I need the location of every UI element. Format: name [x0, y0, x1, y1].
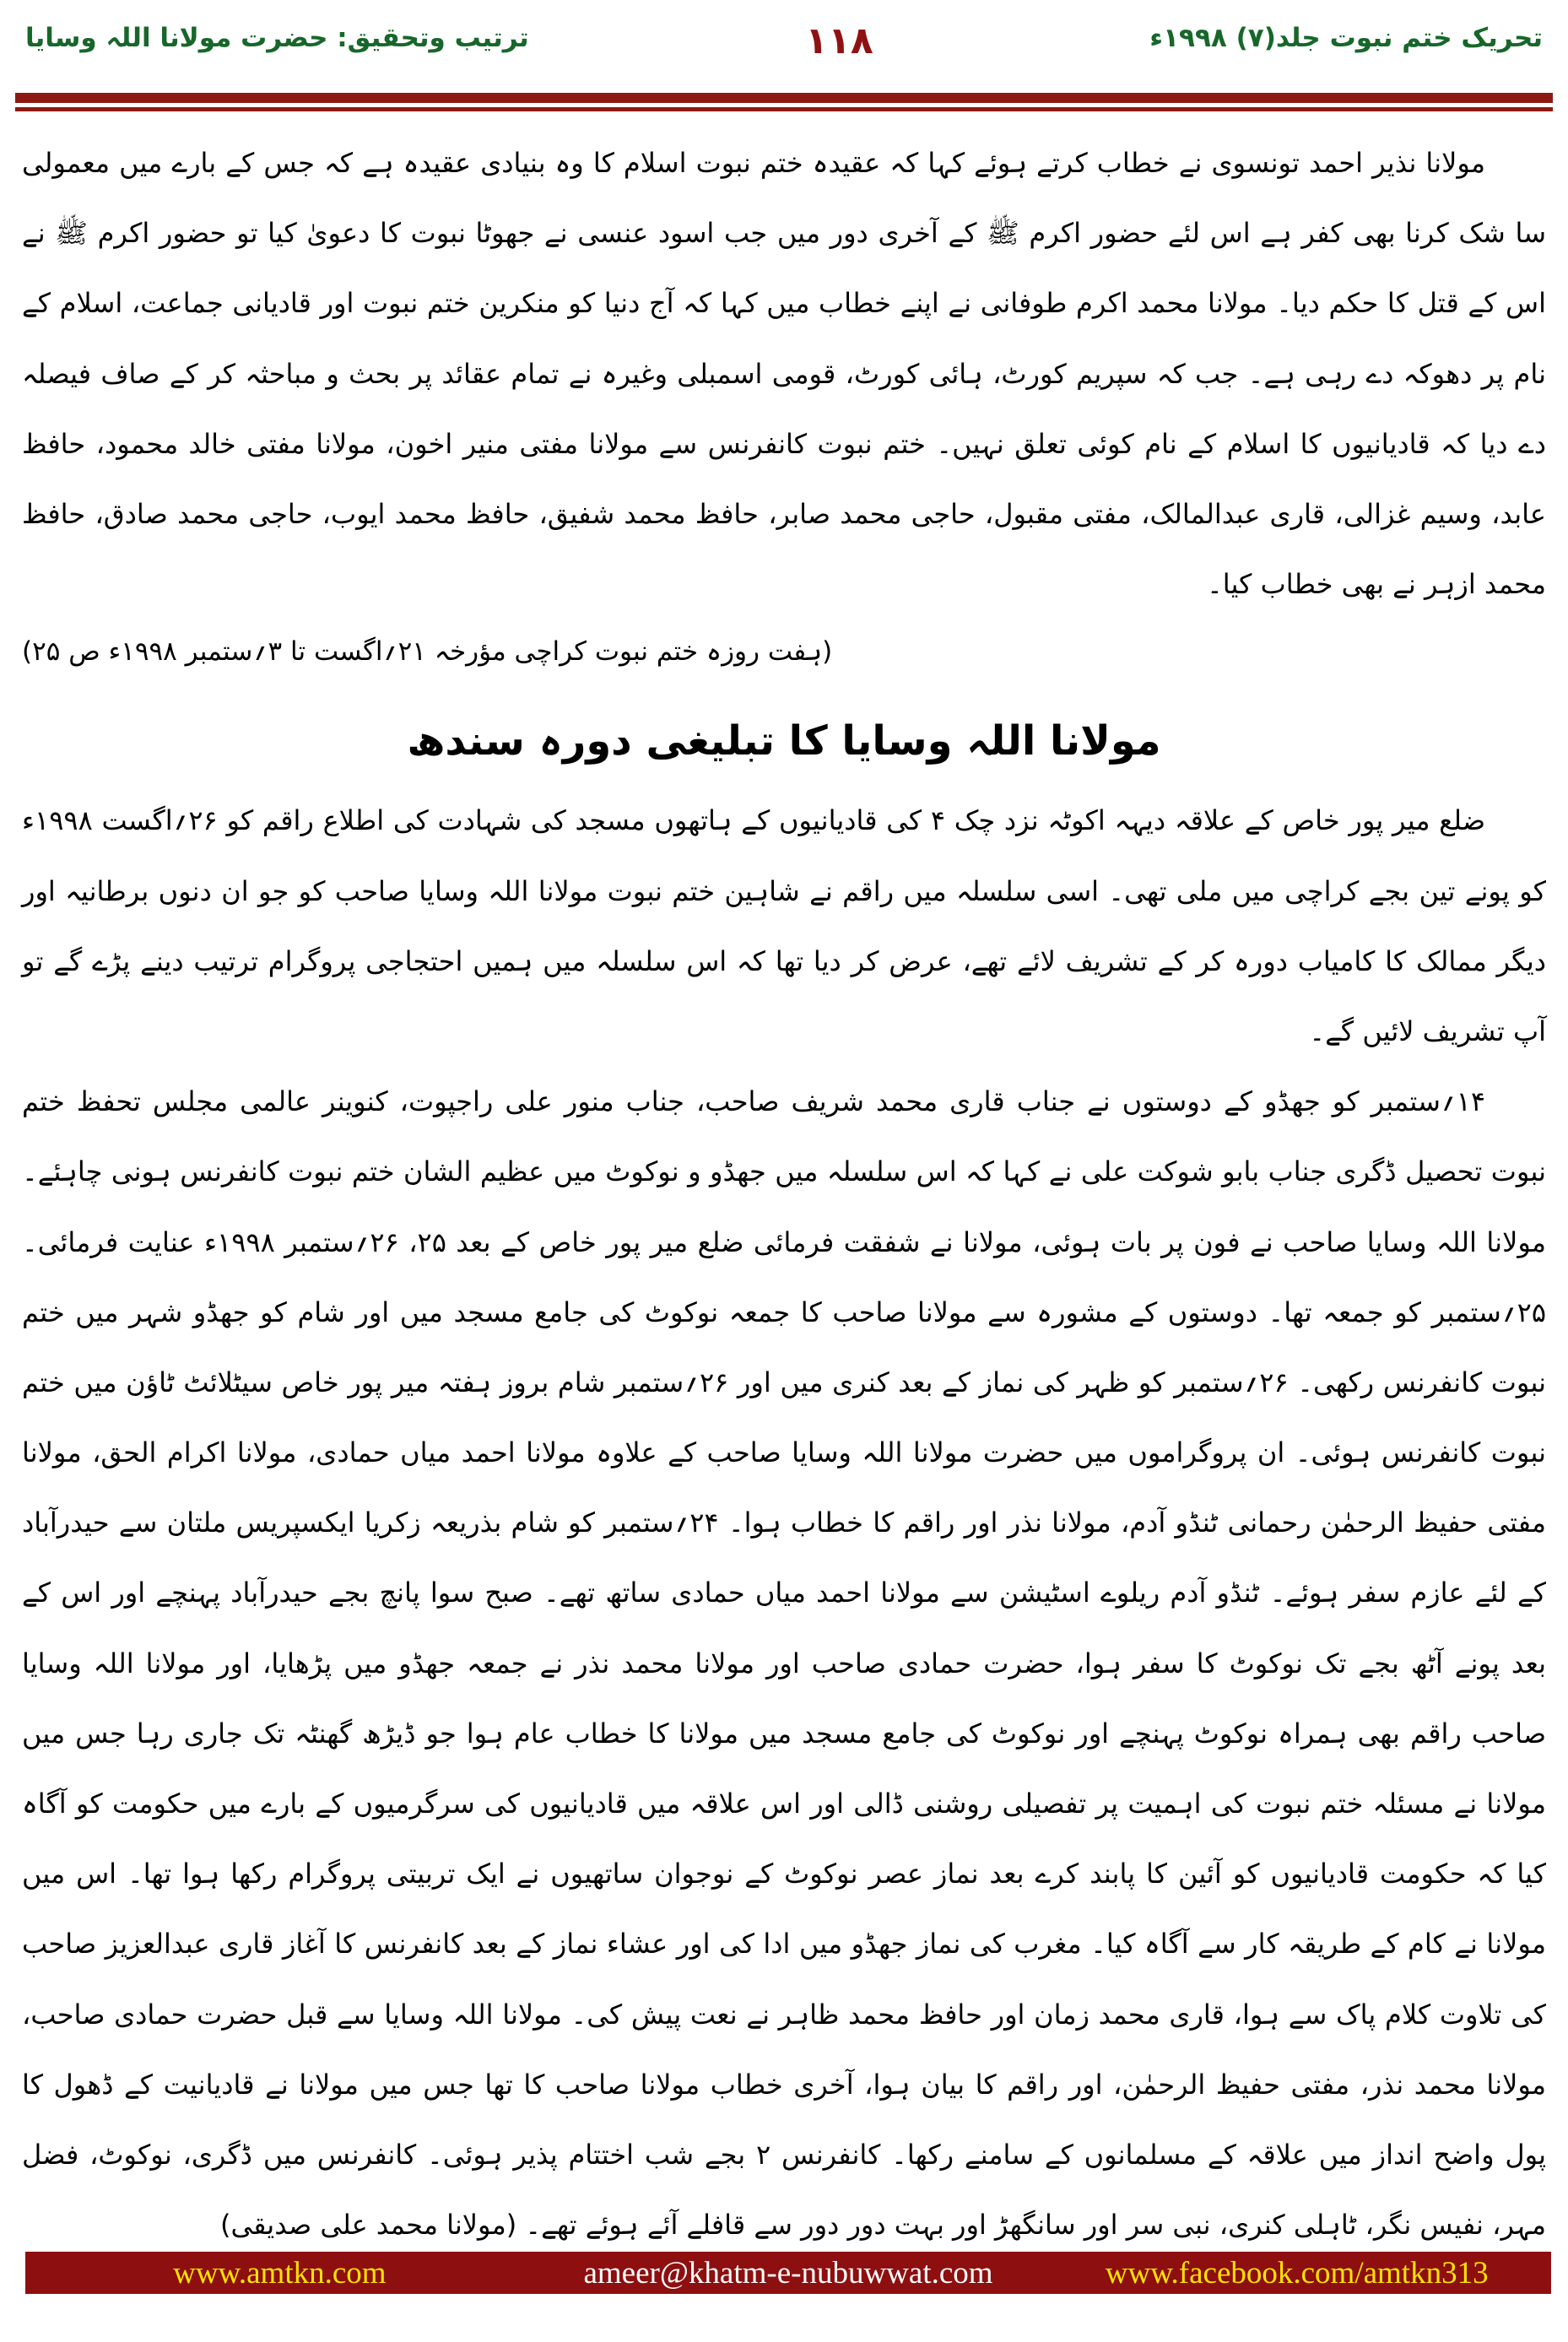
header-editor-credit: ترتیب وتحقیق: حضرت مولانا اللہ وسایا: [25, 23, 529, 53]
header-divider: [15, 93, 1553, 111]
page-header: [0, 0, 1568, 69]
paragraph-1: مولانا نذیر احمد تونسوی نے خطاب کرتے ہوئے کہا کہ عقیدہ ختم نبوت اسلام کا وہ بنیادی عقیدہ ہے کہ جس کے بارے میں معمولی سا شک کرنا بھی کفر ہے اس لئے حضور اکرم ﷺ کے آخری دور میں جب اسود عنسی نے جھوٹا نبوت کا دعویٰ کیا تو حضور اکرم ﷺ نے اس کے قتل کا حکم دیا۔ مولانا محمد اکرم طوفانی نے اپنے خطاب میں کہا کہ آج دنیا کو منکرین ختم نبوت اور قادیانی جماعت، اسلام کے نام پر دھوکہ دے رہی ہے۔ جب کہ سپریم کورٹ، ہائی کورٹ، قومی اسمبلی وغیرہ نے تمام عقائد پر بحث و مباحثہ کر کے صاف فیصلہ دے دیا کہ قادیانیوں کا اسلام کے نام کوئی تعلق نہیں۔ ختم نبوت کانفرنس سے مولانا مفتی منیر اخون، مولانا مفتی خالد محمود، حافظ عابد، وسیم غزالی، قاری عبدالمالک، مفتی مقبول، حاجی محمد صابر، حافظ محمد شفیق، حافظ محمد ایوب، حاجی محمد صادق، حافظ محمد ازہر نے بھی خطاب کیا۔: [22, 147, 1547, 601]
section-heading-tablighi-tour-sindh: مولانا اللہ وسایا کا تبلیغی دورہ سندھ: [407, 717, 1161, 765]
footer-facebook-url: www.facebook.com/amtkn313: [1105, 2255, 1489, 2291]
page-body: [0, 111, 1568, 2260]
footer-email-address: ameer@khatm-e-nubuwwat.com: [583, 2255, 993, 2291]
paragraph-2: ضلع میر پور خاص کے علاقہ دیہہ اکوٹہ نزد چک ۴ کی قادیانیوں کے ہاتھوں مسجد کی شہادت کی اطلاع راقم کو ۲۶؍اگست ۱۹۹۸ء کو پونے تین بجے کراچی میں ملی تھی۔ اسی سلسلہ میں راقم نے شاہین ختم نبوت مولانا اللہ وسایا صاحب کو جو ان دنوں برطانیہ اور دیگر ممالک کا کامیاب دورہ کر کے تشریف لائے تھے، عرض کر دیا تھا کہ اس سلسلہ میں ہمیں احتجاجی پروگرام ترتیب دینے پڑے گے تو آپ تشریف لائیں گے۔: [22, 804, 1546, 1047]
citation-weekly-khatm-e-nubuwwat: (ہفت روزہ ختم نبوت کراچی مؤرخہ ۲۱؍اگست تا ۳؍ستمبر ۱۹۹۸ء ص ۲۵): [22, 636, 833, 668]
paragraph-3: ۱۴؍ستمبر کو جھڈو کے دوستوں نے جناب قاری محمد شریف صاحب، جناب منور علی راجپوت، کنوینر عالمی مجلس تحفظ ختم نبوت تحصیل ڈگری جناب بابو شوکت علی نے کہا کہ اس سلسلہ میں جھڈو و نوکوٹ میں عظیم الشان ختم نبوت کانفرنس ہونی چاہئے۔ مولانا اللہ وسایا صاحب نے فون پر بات ہوئی، مولانا نے شفقت فرمائی ضلع میر پور خاص کے بعد ۲۵، ۲۶؍ستمبر ۱۹۹۸ء عنایت فرمائی۔ ۲۵؍ستمبر کو جمعہ تھا۔ دوستوں کے مشورہ سے مولانا صاحب کا جمعہ نوکوٹ کی جامع مسجد میں اور شام کو جھڈو شہر میں ختم نبوت کانفرنس رکھی۔ ۲۶؍ستمبر کو ظہر کی نماز کے بعد کنری میں اور ۲۶؍ستمبر شام بروز ہفتہ میر پور خاص سیٹلائٹ ٹاؤن میں ختم نبوت کانفرنس ہوئی۔ ان پروگراموں میں حضرت مولانا اللہ وسایا صاحب کے علاوہ مولانا احمد میاں حمادی، مولانا اکرام الحق، مولانا مفتی حفیظ الرحمٰن رحمانی ٹنڈو آدم، مولانا نذر اور راقم کا خطاب ہوا۔ ۲۴؍ستمبر کو شام بذریعہ زکریا ایکسپریس ملتان سے حیدرآباد کے لئے عازم سفر ہوئے۔ ٹنڈو آدم ریلوے اسٹیشن سے مولانا احمد میاں حمادی ساتھ تھے۔ صبح سوا پانچ بجے حیدرآباد پہنچے اور اس کے بعد پونے آٹھ بجے تک نوکوٹ کا سفر ہوا، حضرت حمادی صاحب اور مولانا محمد نذر نے جمعہ جھڈو میں پڑھایا، اور مولانا اللہ وسایا صاحب راقم بھی ہمراہ نوکوٹ پہنچے اور نوکوٹ کی جامع مسجد میں مولانا کا خطاب عام ہوا جو ڈیڑھ گھنٹہ تک جاری رہا جس میں مولانا نے مسئلہ ختم نبوت کی اہمیت پر تفصیلی روشنی ڈالی اور اس علاقہ میں قادیانیوں کی سرگرمیوں کے بارے میں حکومت کو آگاہ کیا کہ حکومت قادیانیوں کو آئین کا پابند کرے بعد نماز عصر نوکوٹ کے نوجوان ساتھیوں نے ایک تربیتی پروگرام رکھا ہوا تھا۔ اس میں مولانا نے کام کے طریقہ کار سے آگاہ کیا۔ مغرب کی نماز جھڈو میں ادا کی اور عشاء نماز کے بعد کانفرنس کا آغاز قاری عبدالعزیز صاحب کی تلاوت کلام پاک سے ہوا، قاری محمد زمان اور حافظ محمد ظاہر نے نعت پیش کی۔ مولانا اللہ وسایا سے قبل حضرت حمادی صاحب، مولانا محمد نذر، مفتی حفیظ الرحمٰن، اور راقم کا بیان ہوا، آخری خطاب مولانا صاحب کا تھا جس میں مولانا نے قادیانیت کے ڈھول کا پول واضح انداز میں علاقہ کے مسلمانوں کے سامنے رکھا۔ کانفرنس ۲ بجے شب اختتام پذیر ہوئی۔ کانفرنس میں ڈگری، نوکوٹ، فضل مہر، نفیس نگر، ٹاہلی کنری، نبی سر اور سانگھڑ اور بہت دور دور سے قافلے آئے ہوئے تھے۔ (مولانا محمد علی صدیقی): [22, 1085, 1547, 2242]
header-book-title: تحریک ختم نبوت جلد(۷) ۱۹۹۸ء: [1149, 23, 1543, 53]
divider-thick-line: [15, 93, 1553, 103]
page-number: ۱۱۸: [805, 19, 873, 62]
page-footer-bar: [25, 2252, 1551, 2294]
footer-website-url: www.amtkn.com: [173, 2255, 387, 2291]
